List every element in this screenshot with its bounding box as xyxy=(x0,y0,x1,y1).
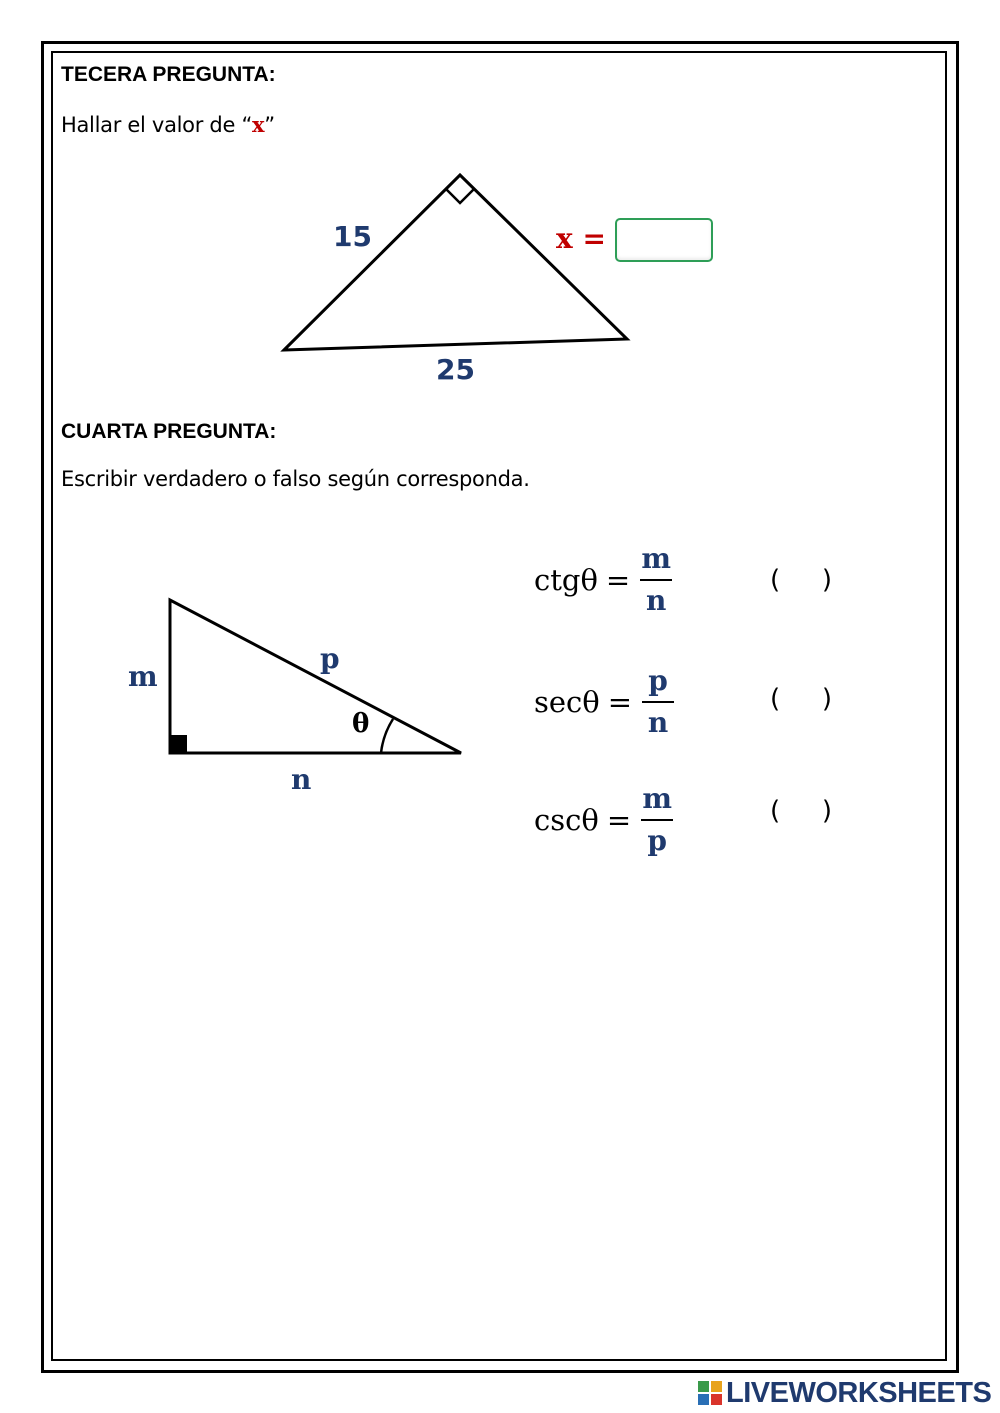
triangle-2 xyxy=(170,600,461,753)
liveworksheets-logo-text: LIVEWORKSHEETS xyxy=(726,1376,992,1409)
triangle-2-diagram xyxy=(0,560,520,800)
statement-1-denominator: n xyxy=(646,584,667,617)
statement-2 xyxy=(534,662,674,742)
side-n-label: n xyxy=(291,763,312,796)
paren-open: ( xyxy=(770,684,781,714)
statement-1-fraction xyxy=(640,542,672,618)
statement-1-equals: = xyxy=(605,563,631,597)
liveworksheets-logo-icon xyxy=(698,1381,722,1405)
paren-open: ( xyxy=(770,565,781,595)
side-m-label: m xyxy=(128,660,158,693)
question-3-heading: TECERA PREGUNTA: xyxy=(61,63,276,86)
statement-3-answer-input[interactable] xyxy=(784,797,818,825)
statement-2-answer-input[interactable] xyxy=(784,685,818,713)
statement-2-equals: = xyxy=(607,685,633,719)
instruction-suffix: ” xyxy=(264,113,275,137)
question-4-instruction: Escribir verdadero o falso según corresponda. xyxy=(61,467,530,491)
statement-1-answer-input[interactable] xyxy=(784,566,818,594)
answer-x-label: x = xyxy=(556,222,606,255)
statement-3-function: cscθ xyxy=(534,803,599,837)
statement-3-denominator: p xyxy=(647,824,667,857)
right-angle-square xyxy=(170,735,187,752)
instruction-prefix: Hallar el valor de “ xyxy=(61,113,253,137)
side-left-label: 15 xyxy=(333,220,372,253)
statement-1-numerator: m xyxy=(641,542,672,575)
statement-3-numerator: m xyxy=(642,782,672,815)
angle-theta-label: θ xyxy=(352,709,370,739)
right-angle-marker xyxy=(446,189,474,203)
liveworksheets-logo xyxy=(698,1378,991,1408)
statement-1-answer-slot xyxy=(770,564,832,596)
triangle-1-diagram xyxy=(0,0,1000,420)
statement-2-fraction xyxy=(642,664,674,740)
fraction-bar xyxy=(641,819,673,821)
instruction-variable: x xyxy=(252,112,265,137)
triangle-1 xyxy=(284,175,627,350)
side-bottom-label: 25 xyxy=(436,353,475,386)
paren-close: ) xyxy=(821,684,832,714)
statement-2-denominator: n xyxy=(647,706,669,739)
statement-2-answer-slot xyxy=(770,683,832,715)
question-4-heading: CUARTA PREGUNTA: xyxy=(61,420,277,443)
statement-3-fraction xyxy=(641,782,673,858)
statement-1-function: ctgθ xyxy=(534,563,598,597)
statement-2-numerator: p xyxy=(648,664,668,697)
fraction-bar xyxy=(642,701,674,703)
angle-theta-arc xyxy=(381,719,393,753)
paren-open: ( xyxy=(770,796,781,826)
statement-3-answer-slot xyxy=(770,795,832,827)
statement-3 xyxy=(534,780,673,860)
statement-2-function: secθ xyxy=(534,685,600,719)
side-p-label: p xyxy=(320,642,340,675)
answer-x-input[interactable] xyxy=(615,218,713,262)
fraction-bar xyxy=(640,579,672,581)
paren-close: ) xyxy=(821,796,832,826)
paren-close: ) xyxy=(821,565,832,595)
statement-3-equals: = xyxy=(606,803,632,837)
statement-1 xyxy=(534,540,672,620)
